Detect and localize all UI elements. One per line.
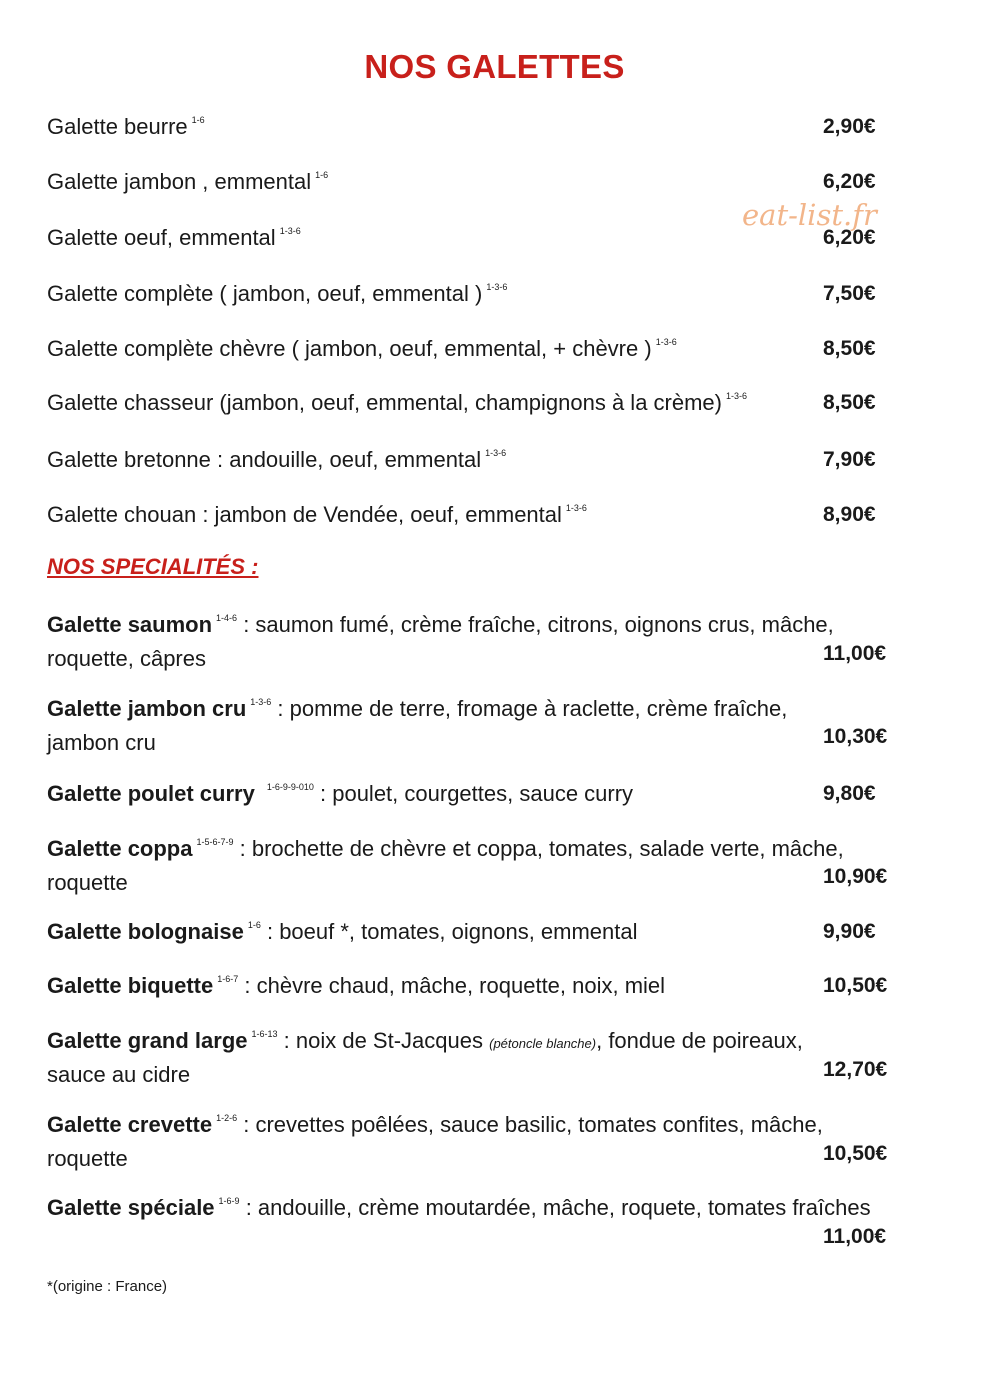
item-description: sauce au cidre — [47, 1062, 191, 1087]
allergen-codes: 1-3-6 — [250, 697, 272, 707]
item-description: , fondue de poireaux, — [596, 1028, 803, 1053]
allergen-codes: 1-6-9 — [218, 1196, 240, 1206]
item-price: 9,80€ — [823, 782, 876, 805]
item-price: 8,50€ — [823, 391, 876, 414]
allergen-codes: 1-6 — [315, 170, 329, 180]
menu-item — [47, 447, 506, 473]
item-description: roquette — [47, 1146, 128, 1171]
page-title: NOS GALETTES — [364, 48, 625, 85]
item-name: Galette biquette — [47, 973, 214, 998]
item-name: Galette jambon cru — [47, 696, 247, 721]
item-description: : noix de St-Jacques — [283, 1028, 483, 1053]
item-name: Galette complète ( jambon, oeuf, emmental ) — [47, 281, 483, 306]
item-description: : saumon fumé, crème fraîche, citrons, oignons crus, mâche, — [243, 612, 834, 637]
item-name: Galette oeuf, emmental — [47, 225, 276, 250]
item-description: jambon cru — [47, 730, 156, 755]
item-price: 11,00€ — [823, 1225, 887, 1248]
item-description: : crevettes poêlées, sauce basilic, tomates confites, mâche, — [243, 1112, 823, 1137]
item-price: 10,50€ — [823, 974, 888, 997]
item-description: : pomme de terre, fromage à raclette, crème fraîche, — [277, 696, 788, 721]
item-description: : poulet, courgettes, sauce curry — [320, 781, 634, 806]
item-price: 6,20€ — [823, 226, 876, 249]
item-name: Galette grand large — [47, 1028, 248, 1053]
allergen-codes: 1-3-6 — [726, 391, 748, 401]
watermark: eat-list.fr — [742, 198, 877, 232]
allergen-codes: 1-2-6 — [216, 1113, 238, 1123]
item-description: roquette, câpres — [47, 646, 206, 671]
item-price: 10,50€ — [823, 1142, 888, 1165]
specialty-item — [47, 1026, 937, 1089]
item-name: Galette bolognaise — [47, 919, 244, 944]
allergen-codes: 1-3-6 — [279, 226, 301, 236]
item-name: Galette jambon , emmental — [47, 169, 312, 194]
specialites-heading: NOS SPECIALITÉS : — [47, 554, 259, 579]
menu-item — [47, 114, 205, 140]
specialty-item — [47, 917, 937, 951]
specialty-item — [47, 1110, 937, 1173]
allergen-codes: 1-4-6 — [216, 613, 238, 623]
allergen-codes: 1-6 — [191, 115, 205, 125]
specialty-item — [47, 834, 937, 897]
menu-item — [47, 225, 301, 251]
item-name: Galette chouan : jambon de Vendée, oeuf, emmental — [47, 502, 562, 527]
allergen-codes: 1-5-6-7-9 — [196, 837, 234, 847]
item-price: 7,90€ — [823, 448, 876, 471]
item-price: 11,00€ — [823, 642, 887, 665]
item-price: 12,70€ — [823, 1058, 888, 1081]
item-name: Galette coppa — [47, 836, 193, 861]
item-description: : boeuf *, tomates, oignons, emmental — [266, 919, 638, 944]
allergen-codes: 1-3-6 — [486, 282, 508, 292]
item-description: : andouille, crème moutardée, mâche, roquete, tomates fraîches — [245, 1195, 871, 1220]
item-name: Galette saumon — [47, 612, 213, 637]
item-price: 9,90€ — [823, 920, 876, 943]
specialty-item — [47, 694, 937, 757]
item-price: 8,90€ — [823, 503, 876, 526]
menu-item — [47, 336, 677, 362]
item-name: Galette spéciale — [47, 1195, 215, 1220]
item-name: Galette poulet curry — [47, 781, 255, 806]
allergen-codes: 1-6-7 — [217, 974, 239, 984]
item-price: 2,90€ — [823, 115, 876, 138]
item-name: Galette complète chèvre ( jambon, oeuf, emmental, + chèvre ) — [47, 336, 652, 361]
specialty-item — [47, 610, 937, 673]
item-price: 7,50€ — [823, 282, 876, 305]
item-description: roquette — [47, 870, 128, 895]
item-price: 10,30€ — [823, 725, 888, 748]
allergen-codes: 1-6 — [247, 920, 261, 930]
item-name: Galette crevette — [47, 1112, 213, 1137]
allergen-codes: 1-3-6 — [565, 503, 587, 513]
item-name: Galette beurre — [47, 114, 188, 139]
item-description: : chèvre chaud, mâche, roquette, noix, miel — [244, 973, 666, 998]
menu-item — [47, 390, 747, 416]
allergen-codes: 1-3-6 — [655, 337, 677, 347]
specialty-item — [47, 971, 937, 1005]
allergen-codes: 1-3-6 — [485, 448, 507, 458]
specialty-item — [47, 1193, 937, 1227]
specialty-item — [47, 779, 937, 813]
menu-item — [47, 169, 328, 195]
item-name: Galette chasseur (jambon, oeuf, emmental, champignons à la crème) — [47, 390, 722, 415]
footnote: *(origine : France) — [47, 1278, 168, 1295]
item-name: Galette bretonne : andouille, oeuf, emmental — [47, 447, 482, 472]
menu-item — [47, 502, 587, 528]
allergen-codes: 1-6-13 — [251, 1029, 278, 1039]
menu-item — [47, 281, 507, 307]
item-note: (pétoncle blanche) — [489, 1036, 597, 1051]
item-price: 6,20€ — [823, 170, 876, 193]
item-description: : brochette de chèvre et coppa, tomates, salade verte, mâche, — [239, 836, 844, 861]
item-price: 10,90€ — [823, 865, 888, 888]
item-price: 8,50€ — [823, 337, 876, 360]
allergen-codes: 1-6-9-9-010 — [266, 782, 314, 792]
